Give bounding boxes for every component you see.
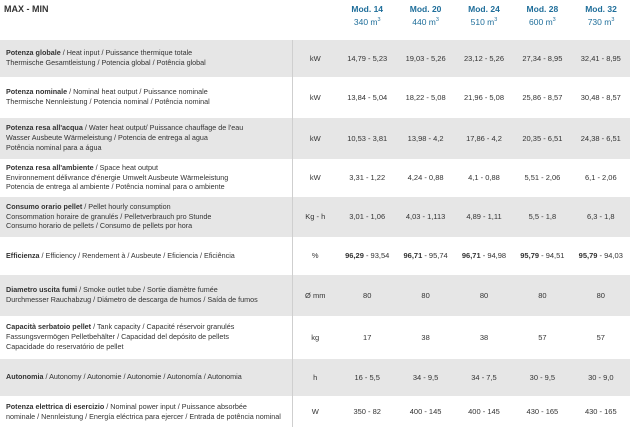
table-row	[0, 196, 630, 237]
value-cell: 4,24 - 0,88	[396, 159, 454, 196]
unit-cell: kW	[292, 39, 338, 77]
value-cell	[455, 237, 513, 274]
value-cell: 27,34 - 8,95	[513, 39, 571, 77]
model-volume: 730 $m^3$	[587, 16, 615, 27]
parameter-label	[0, 39, 292, 77]
value-max: 95,79	[520, 251, 540, 260]
parameter-name: Diametro uscita fumi	[6, 285, 78, 295]
value-cell: 5,5 - 1,8	[513, 196, 571, 237]
value-cell: 16 - 5,5	[338, 358, 396, 396]
table-row	[0, 117, 630, 159]
parameter-translations: Fassungsvermögen Pelletbehälter / Capacidad del depósito de pellets	[6, 332, 229, 342]
parameter-label	[0, 358, 292, 396]
value-cell: 80	[513, 274, 571, 316]
value-cell: 4,89 - 1,11	[455, 196, 513, 237]
parameter-translations: Environnement délivrance d'énergie Umwelt Ausbeute Wärmeleistung	[6, 172, 229, 182]
spec-body	[0, 39, 630, 427]
parameter-translations: / Space heat output	[93, 162, 158, 172]
value-cell: 34 - 9,5	[396, 358, 454, 396]
parameter-name: Capacità serbatoio pellet	[6, 322, 92, 332]
value-cell: 3,01 - 1,06	[338, 196, 396, 237]
parameter-name: Efficienza	[6, 250, 40, 260]
value-cell: 5,51 - 2,06	[513, 159, 571, 196]
model-volume: 600 $m^3$	[529, 16, 556, 27]
parameter-translations: / Water heat output/ Puissance chauffage de l'eau	[82, 123, 244, 133]
value-cell: 10,53 - 3,81	[338, 117, 396, 159]
value-min: - 95,74	[422, 251, 448, 260]
unit-header	[292, 0, 338, 39]
unit-cell: kW	[292, 77, 338, 117]
parameter-translations: Wasser Ausbeute Wärmeleistung / Potencia de entrega al agua	[6, 133, 208, 143]
value-max: 96,71	[403, 251, 423, 260]
model-header	[572, 0, 630, 39]
parameter-translations: Thermische Gesamtleistung / Potencia global / Potência global	[6, 58, 206, 67]
value-cell: 30 - 9,5	[513, 358, 571, 396]
parameter-translations: Capacidade do reservatório de pellet	[6, 341, 124, 351]
parameter-translations: / Autonomy / Autonomie / Autonomie / Autonomía / Autonomia	[43, 372, 242, 382]
parameter-translations: / Pellet hourly consumption	[82, 201, 171, 211]
table-row	[0, 316, 630, 358]
value-cell: 430 - 165	[513, 396, 571, 427]
value-cell: 32,41 - 8,95	[572, 39, 630, 77]
value-cell: 400 - 145	[455, 396, 513, 427]
model-name: Mod. 20	[409, 4, 442, 14]
value-cell	[338, 237, 396, 274]
model-name: Mod. 28	[526, 4, 559, 14]
parameter-translations: / Nominal power input / Puissance absorbée	[104, 401, 247, 411]
parameter-translations: Potência nominal para a água	[6, 142, 102, 152]
parameter-translations: / Nominal heat output / Puissance nominale	[67, 87, 208, 97]
value-max: 96,29	[345, 251, 364, 260]
value-cell: 57	[513, 316, 571, 358]
unit-cell: kg	[292, 316, 338, 358]
value-cell: 4,03 - 1,113	[396, 196, 454, 237]
parameter-label	[0, 274, 292, 316]
value-cell: 3,31 - 1,22	[338, 159, 396, 196]
value-cell: 25,86 - 8,57	[513, 77, 571, 117]
model-header	[455, 0, 513, 39]
model-header	[338, 0, 396, 39]
parameter-translations: Thermische Nennleistung / Potencia nominal / Potência nominal	[6, 97, 210, 106]
parameter-label	[0, 159, 292, 196]
parameter-translations: / Efficiency / Rendement à / Ausbeute / Eficiencia / Eficiência	[39, 250, 235, 260]
value-cell: 18,22 - 5,08	[396, 77, 454, 117]
value-cell: 17,86 - 4,2	[455, 117, 513, 159]
parameter-translations: Consumo horario de pellets / Consumo de pellets por hora	[6, 221, 193, 231]
value-cell: 38	[396, 316, 454, 358]
parameter-translations: / Smoke outlet tube / Sortie diamètre fumée	[77, 285, 218, 295]
parameter-translations: Consommation horaire de granulés / Pelletverbrauch pro Stunde	[6, 211, 212, 221]
unit-cell: kW	[292, 159, 338, 196]
value-cell: 30 - 9,0	[572, 358, 630, 396]
value-cell: 17	[338, 316, 396, 358]
value-cell: 21,96 - 5,08	[455, 77, 513, 117]
value-cell: 350 - 82	[338, 396, 396, 427]
value-max: 96,71	[461, 251, 481, 260]
table-row	[0, 396, 630, 427]
parameter-translations: Durchmesser Rauchabzug / Diámetro de descarga de humos / Saída de fumos	[6, 295, 258, 304]
unit-cell: W	[292, 396, 338, 427]
value-cell: 20,35 - 6,51	[513, 117, 571, 159]
value-cell: 80	[396, 274, 454, 316]
value-cell: 34 - 7,5	[455, 358, 513, 396]
model-volume: 340 $m^3$	[353, 16, 381, 27]
parameter-label	[0, 237, 292, 274]
parameter-name: Consumo orario pellet	[6, 201, 83, 211]
value-cell: 80	[455, 274, 513, 316]
unit-cell: h	[292, 358, 338, 396]
parameter-label	[0, 117, 292, 159]
table-row	[0, 77, 630, 117]
unit-cell: Ø mm	[292, 274, 338, 316]
value-min: - 94,03	[597, 251, 623, 260]
parameter-translations: nominale / Nennleistung / Energía eléctrica para ejercer / Entrada de potência nominal	[6, 411, 281, 421]
parameter-label	[0, 196, 292, 237]
value-min: - 94,98	[480, 251, 507, 260]
parameter-name: Potenza globale	[6, 48, 61, 58]
value-cell: 30,48 - 8,57	[572, 77, 630, 117]
value-cell: 19,03 - 5,26	[396, 39, 454, 77]
value-cell: 6,1 - 2,06	[572, 159, 630, 196]
value-cell: 4,1 - 0,88	[455, 159, 513, 196]
value-cell: 430 - 165	[572, 396, 630, 427]
value-cell: 57	[572, 316, 630, 358]
model-name: Mod. 24	[468, 4, 500, 14]
value-min: - 93,54	[363, 251, 390, 260]
model-header	[396, 0, 454, 39]
model-header	[513, 0, 571, 39]
table-row	[0, 274, 630, 316]
value-cell	[513, 237, 571, 274]
parameter-name: Potenza resa all'acqua	[6, 123, 83, 133]
value-cell: 6,3 - 1,8	[572, 196, 630, 237]
value-min: - 94,51	[539, 251, 565, 260]
value-cell: 80	[338, 274, 396, 316]
value-cell: 80	[572, 274, 630, 316]
value-cell	[572, 237, 630, 274]
model-volume: 510 $m^3$	[470, 16, 498, 27]
parameter-translations: / Heat input / Puissance thermique totale	[60, 48, 193, 58]
parameter-name: Potenza nominale	[6, 87, 68, 97]
value-cell: 13,98 - 4,2	[396, 117, 454, 159]
model-name: Mod. 32	[585, 4, 617, 14]
header-row	[0, 0, 630, 39]
parameter-translations: / Tank capacity / Capacité réservoir granulés	[91, 322, 235, 332]
unit-cell: Kg - h	[292, 196, 338, 237]
parameter-translations: Potencia de entrega al ambiente / Potência nominal para o ambiente	[6, 182, 225, 192]
table-title: MAX - MIN	[4, 4, 49, 14]
parameter-name: Potenza resa all'ambiente	[6, 162, 94, 172]
table-row	[0, 39, 630, 77]
unit-cell: kW	[292, 117, 338, 159]
unit-cell: %	[292, 237, 338, 274]
value-cell: 14,79 - 5,23	[338, 39, 396, 77]
value-max: 95,79	[578, 251, 598, 260]
parameter-name: Autonomia	[6, 372, 44, 382]
parameter-name: Potenza elettrica di esercizio	[6, 401, 105, 411]
value-cell: 24,38 - 6,51	[572, 117, 630, 159]
value-cell: 38	[455, 316, 513, 358]
value-cell: 13,84 - 5,04	[338, 77, 396, 117]
parameter-label	[0, 77, 292, 117]
table-row	[0, 237, 630, 274]
table-row	[0, 358, 630, 396]
parameter-label	[0, 316, 292, 358]
value-cell	[396, 237, 454, 274]
model-volume: 440 $m^3$	[412, 16, 439, 27]
parameter-label	[0, 396, 292, 427]
model-name: Mod. 14	[351, 4, 384, 14]
value-cell: 400 - 145	[396, 396, 454, 427]
table-row	[0, 159, 630, 196]
value-cell: 23,12 - 5,26	[455, 39, 513, 77]
